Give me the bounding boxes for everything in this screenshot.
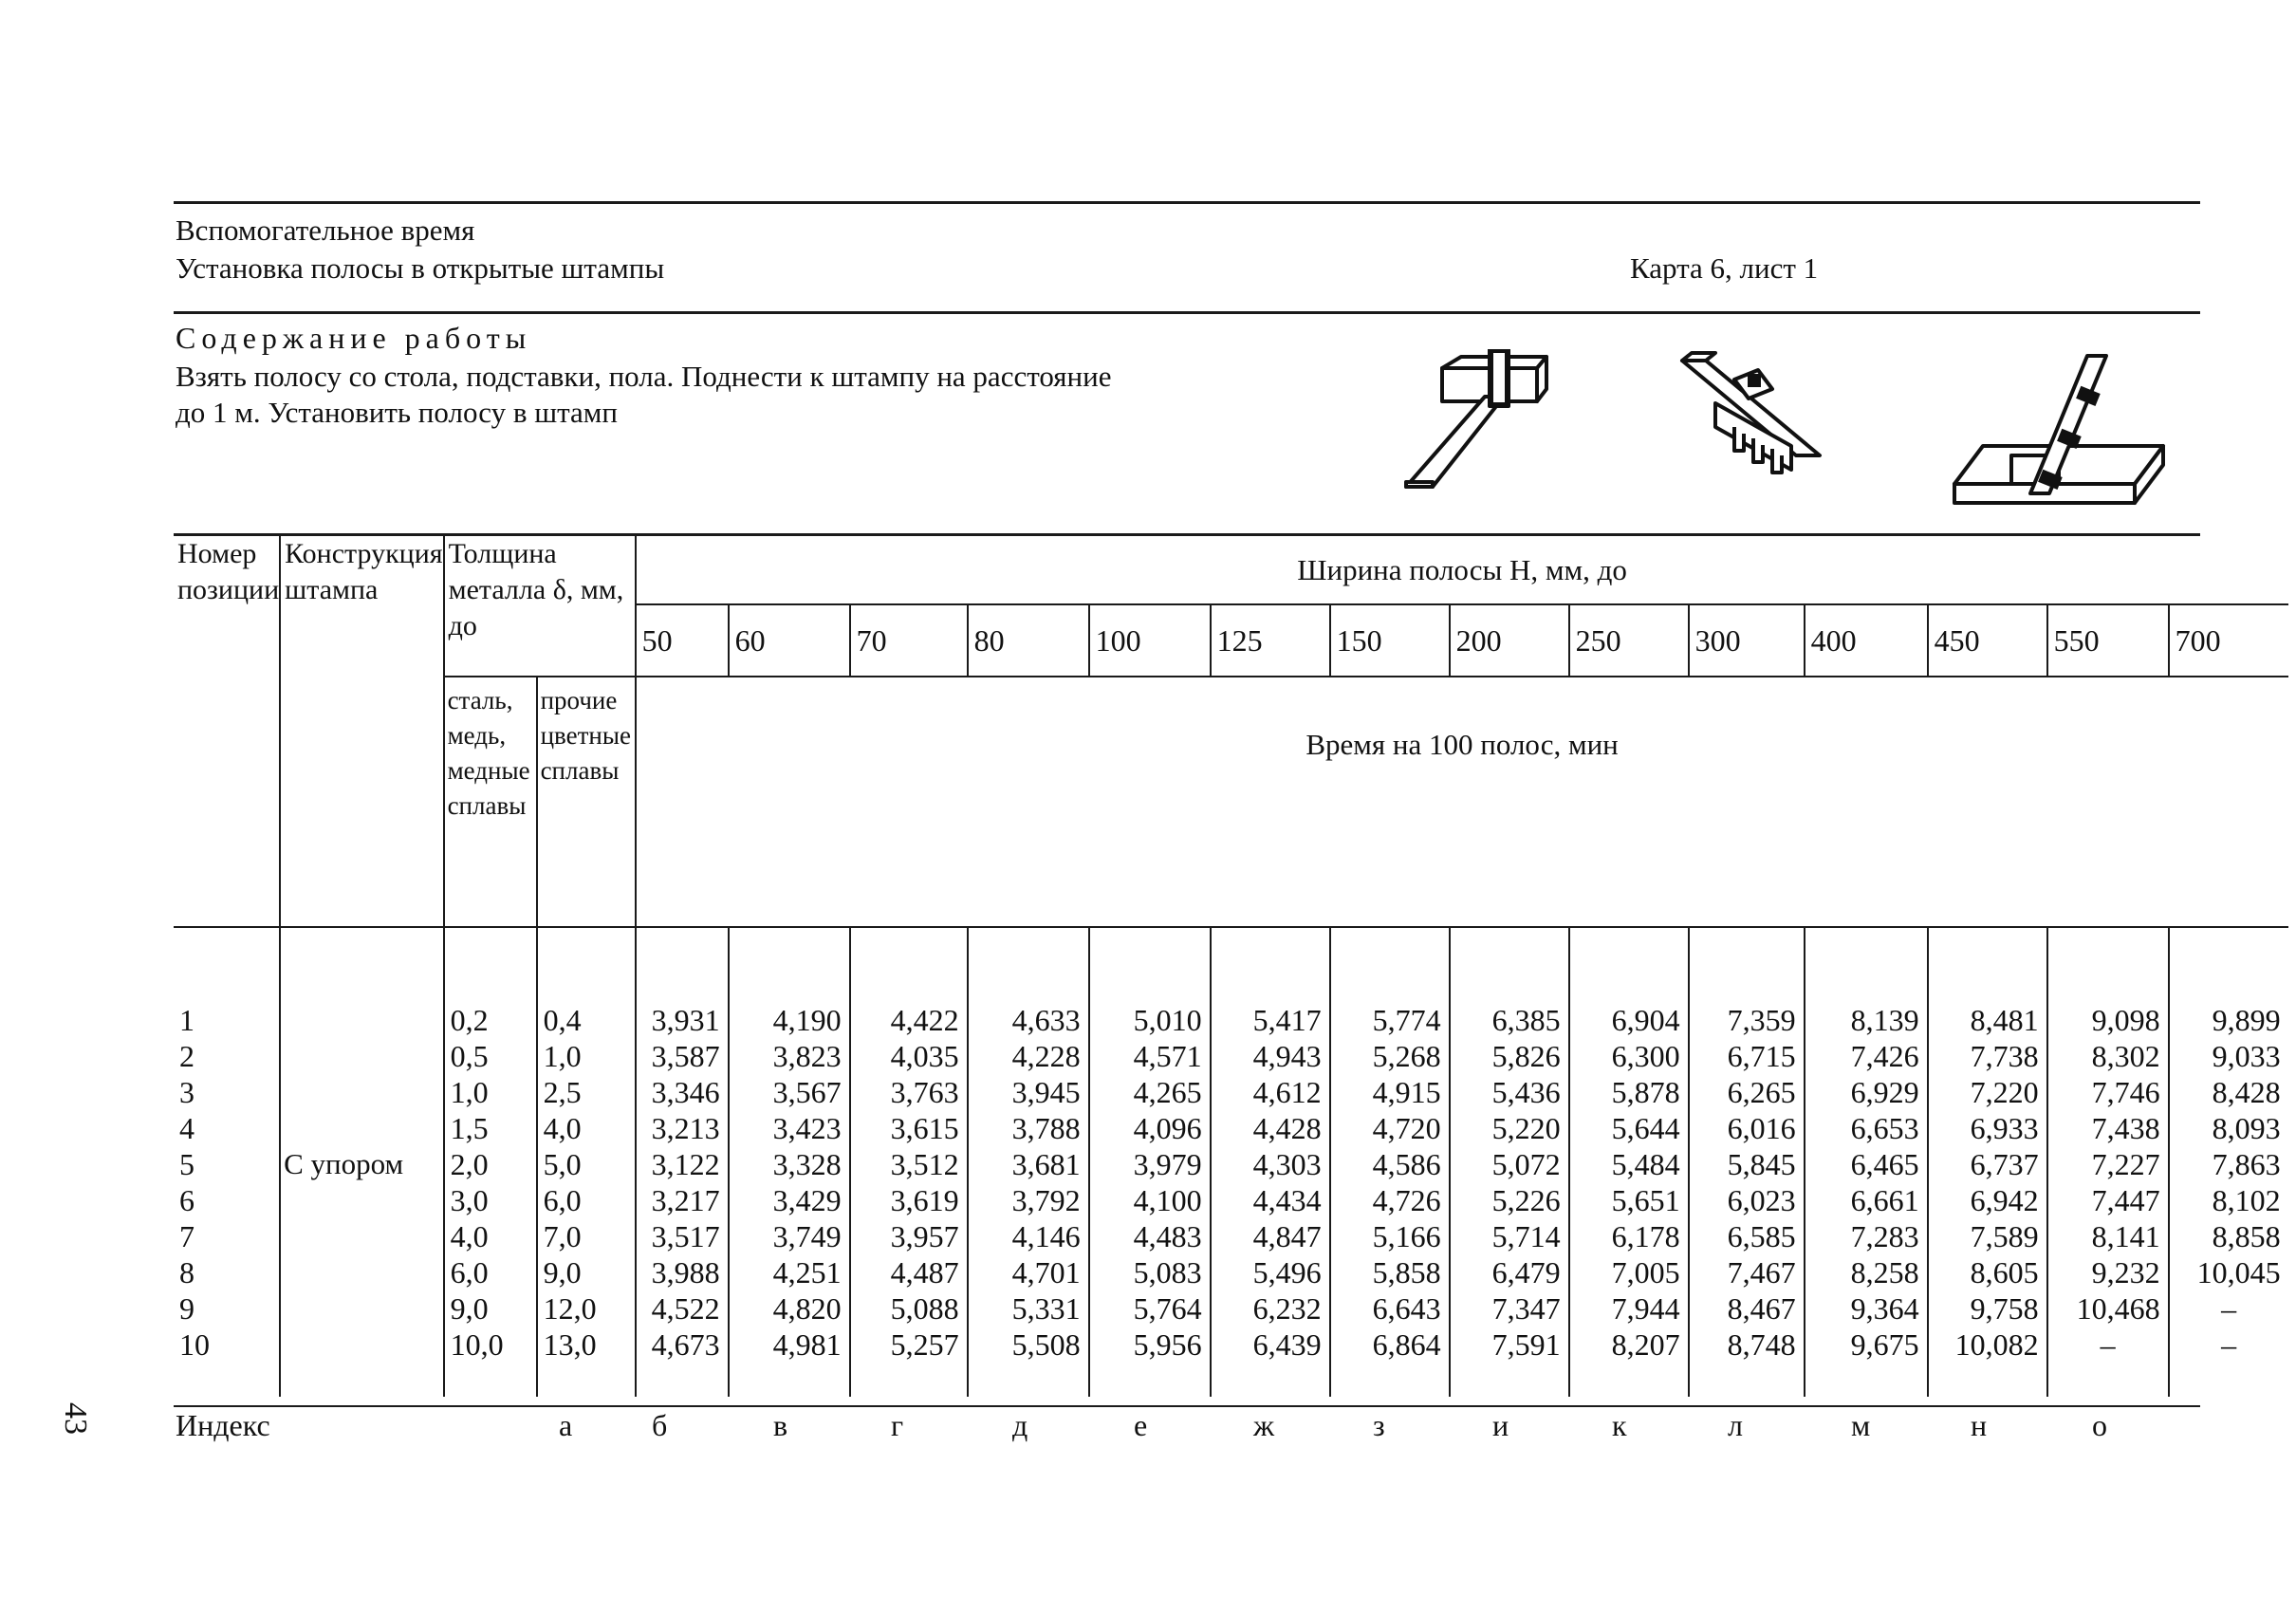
time-value: – <box>2221 1327 2237 1362</box>
other-thickness: 4,0 <box>543 1111 582 1145</box>
width-150: 150 <box>1330 604 1450 677</box>
time-value: 4,228 <box>1011 1039 1081 1073</box>
index-letter: з <box>1373 1408 1385 1442</box>
time-value: 3,217 <box>651 1183 720 1217</box>
time-value: 10,082 <box>1954 1327 2039 1362</box>
time-value: 9,675 <box>1850 1327 1919 1362</box>
time-value: 3,988 <box>651 1255 720 1289</box>
time-value: 3,512 <box>890 1147 959 1181</box>
time-value: 5,651 <box>1611 1183 1680 1217</box>
time-value: 4,612 <box>1252 1075 1322 1109</box>
time-value: 5,826 <box>1491 1039 1561 1073</box>
time-value: 6,300 <box>1611 1039 1680 1073</box>
time-value: 5,714 <box>1491 1219 1561 1253</box>
time-value: 7,438 <box>2091 1111 2160 1145</box>
time-value: 5,268 <box>1372 1039 1441 1073</box>
data-row <box>174 927 2288 1397</box>
index-letter: а <box>559 1408 573 1442</box>
width-700: 700 <box>2169 604 2288 677</box>
time-value: 7,863 <box>2212 1147 2281 1181</box>
time-column-550 <box>2047 927 2169 1397</box>
time-value: 4,943 <box>1252 1039 1322 1073</box>
index-letter: н <box>1971 1408 1988 1442</box>
col-thickness-header: Толщина металла δ, мм, до <box>444 536 636 677</box>
time-value: 5,331 <box>1011 1291 1081 1326</box>
width-550: 550 <box>2047 604 2169 677</box>
index-letter: д <box>1012 1408 1028 1442</box>
time-value: 3,763 <box>890 1075 959 1109</box>
position-number: 3 <box>179 1075 194 1109</box>
time-value: 6,178 <box>1611 1219 1680 1253</box>
time-value: 3,792 <box>1011 1183 1081 1217</box>
time-value: 5,166 <box>1372 1219 1441 1253</box>
time-value: 9,899 <box>2212 1003 2281 1037</box>
time-value: 4,146 <box>1011 1219 1081 1253</box>
other-thickness: 12,0 <box>543 1291 597 1326</box>
time-value: 5,764 <box>1133 1291 1202 1326</box>
work-title: Содержание работы <box>176 321 532 355</box>
header-rule <box>174 311 2200 314</box>
time-value: 6,465 <box>1850 1147 1919 1181</box>
comb-die-icon <box>1677 351 1829 493</box>
time-value: 5,644 <box>1611 1111 1680 1145</box>
time-value: 7,005 <box>1611 1255 1680 1289</box>
time-value: 3,945 <box>1011 1075 1081 1109</box>
time-value: 5,845 <box>1727 1147 1796 1181</box>
time-value: 6,016 <box>1727 1111 1796 1145</box>
width-400: 400 <box>1805 604 1928 677</box>
time-value: 7,944 <box>1611 1291 1680 1326</box>
position-number: 4 <box>179 1111 194 1145</box>
position-number: 9 <box>179 1291 194 1326</box>
time-value: 3,957 <box>890 1219 959 1253</box>
positions-column <box>174 927 280 1397</box>
other-thickness: 5,0 <box>543 1147 582 1181</box>
index-letter: в <box>773 1408 788 1442</box>
time-value: 5,956 <box>1133 1327 1202 1362</box>
work-text-line2: до 1 м. Установить полосу в штамп <box>176 396 618 429</box>
other-thickness: 2,5 <box>543 1075 582 1109</box>
time-value: – <box>2100 1327 2116 1362</box>
index-letter: м <box>1851 1408 1871 1442</box>
col-steel-header: сталь, медь, медные сплавы <box>444 677 537 927</box>
time-column-60 <box>729 927 850 1397</box>
time-value: 7,227 <box>2091 1147 2160 1181</box>
index-letter: л <box>1728 1408 1743 1442</box>
steel-thickness: 2,0 <box>450 1147 489 1181</box>
time-value: 4,428 <box>1252 1111 1322 1145</box>
time-value: 3,567 <box>772 1075 842 1109</box>
col-construction-header: Конструкция штампа <box>280 536 443 927</box>
time-value: 5,072 <box>1491 1147 1561 1181</box>
index-letter: к <box>1612 1408 1627 1442</box>
index-rule <box>174 1405 2200 1407</box>
other-thickness: 9,0 <box>543 1255 582 1289</box>
other-thickness: 13,0 <box>543 1327 597 1362</box>
time-value: 5,436 <box>1491 1075 1561 1109</box>
time-value: 5,088 <box>890 1291 959 1326</box>
steel-thickness: 10,0 <box>450 1327 504 1362</box>
time-value: 9,232 <box>2091 1255 2160 1289</box>
time-value: 3,423 <box>772 1111 842 1145</box>
time-value: 10,468 <box>2076 1291 2160 1326</box>
construction-value: С упором <box>284 1147 404 1180</box>
time-value: 7,283 <box>1850 1219 1919 1253</box>
time-value: 4,726 <box>1372 1183 1441 1217</box>
time-value: 6,929 <box>1850 1075 1919 1109</box>
time-value: 7,359 <box>1727 1003 1796 1037</box>
time-value: 4,434 <box>1252 1183 1322 1217</box>
index-letter: о <box>2092 1408 2107 1442</box>
time-value: 6,715 <box>1727 1039 1796 1073</box>
time-column-400 <box>1805 927 1928 1397</box>
construction-column <box>280 927 443 1397</box>
time-value: 5,858 <box>1372 1255 1441 1289</box>
time-value: 6,479 <box>1491 1255 1561 1289</box>
time-value: 4,673 <box>651 1327 720 1362</box>
time-value: 3,788 <box>1011 1111 1081 1145</box>
position-number: 10 <box>179 1327 210 1362</box>
time-value: 4,251 <box>772 1255 842 1289</box>
time-value: 3,122 <box>651 1147 720 1181</box>
index-label: Индекс <box>176 1408 270 1442</box>
time-value: 7,426 <box>1850 1039 1919 1073</box>
time-value: 8,428 <box>2212 1075 2281 1109</box>
time-value: 4,483 <box>1133 1219 1202 1253</box>
time-value: 3,429 <box>772 1183 842 1217</box>
time-value: 7,447 <box>2091 1183 2160 1217</box>
time-value: 8,139 <box>1850 1003 1919 1037</box>
time-value: 6,942 <box>1970 1183 2039 1217</box>
time-column-50 <box>636 927 729 1397</box>
time-value: 3,619 <box>890 1183 959 1217</box>
time-value: 5,496 <box>1252 1255 1322 1289</box>
steel-thickness: 3,0 <box>450 1183 489 1217</box>
other-thickness: 6,0 <box>543 1183 582 1217</box>
time-column-150 <box>1330 927 1450 1397</box>
time-value: 4,190 <box>772 1003 842 1037</box>
time-value: 3,213 <box>651 1111 720 1145</box>
time-value: 5,878 <box>1611 1075 1680 1109</box>
time-value: 6,737 <box>1970 1147 2039 1181</box>
time-value: 4,035 <box>890 1039 959 1073</box>
time-value: 4,701 <box>1011 1255 1081 1289</box>
time-value: 4,522 <box>651 1291 720 1326</box>
time-column-250 <box>1569 927 1689 1397</box>
time-value: 4,303 <box>1252 1147 1322 1181</box>
time-value: 3,823 <box>772 1039 842 1073</box>
time-column-300 <box>1689 927 1805 1397</box>
steel-thickness: 9,0 <box>450 1291 489 1326</box>
time-value: 8,748 <box>1727 1327 1796 1362</box>
position-number: 8 <box>179 1255 194 1289</box>
width-60: 60 <box>729 604 850 677</box>
time-column-450 <box>1928 927 2047 1397</box>
steel-thickness: 1,0 <box>450 1075 489 1109</box>
time-value: 5,508 <box>1011 1327 1081 1362</box>
steel-thickness: 1,5 <box>450 1111 489 1145</box>
time-value: 8,302 <box>2091 1039 2160 1073</box>
time-value: 8,481 <box>1970 1003 2039 1037</box>
other-column <box>537 927 636 1397</box>
time-value: 9,364 <box>1850 1291 1919 1326</box>
width-50: 50 <box>636 604 729 677</box>
time-value: 6,643 <box>1372 1291 1441 1326</box>
time-value: 6,232 <box>1252 1291 1322 1326</box>
width-70: 70 <box>850 604 968 677</box>
width-300: 300 <box>1689 604 1805 677</box>
time-header: Время на 100 полос, мин <box>636 677 2288 927</box>
time-value: 3,931 <box>651 1003 720 1037</box>
time-value: 3,681 <box>1011 1147 1081 1181</box>
time-value: 4,586 <box>1372 1147 1441 1181</box>
time-value: 6,904 <box>1611 1003 1680 1037</box>
width-250: 250 <box>1569 604 1689 677</box>
time-value: 5,774 <box>1372 1003 1441 1037</box>
work-text-line1: Взять полосу со стола, подставки, пола. Поднести к штампу на расстояние <box>176 360 1112 393</box>
position-number: 5 <box>179 1147 194 1181</box>
page-number: 43 <box>58 1402 93 1435</box>
time-value: 6,661 <box>1850 1183 1919 1217</box>
time-value: 3,517 <box>651 1219 720 1253</box>
index-letter: г <box>891 1408 904 1442</box>
index-letter: е <box>1134 1408 1148 1442</box>
index-letter: б <box>652 1408 668 1442</box>
time-column-125 <box>1211 927 1330 1397</box>
time-value: 10,045 <box>2196 1255 2281 1289</box>
time-value: 4,820 <box>772 1291 842 1326</box>
time-value: 8,141 <box>2091 1219 2160 1253</box>
time-value: – <box>2221 1291 2237 1326</box>
time-value: 6,439 <box>1252 1327 1322 1362</box>
time-column-100 <box>1089 927 1211 1397</box>
time-value: 5,226 <box>1491 1183 1561 1217</box>
time-value: 8,605 <box>1970 1255 2039 1289</box>
time-value: 4,422 <box>890 1003 959 1037</box>
position-number: 1 <box>179 1003 194 1037</box>
time-value: 5,257 <box>890 1327 959 1362</box>
width-80: 80 <box>968 604 1089 677</box>
steel-thickness: 0,2 <box>450 1003 489 1037</box>
other-thickness: 0,4 <box>543 1003 582 1037</box>
time-value: 8,858 <box>2212 1219 2281 1253</box>
time-value: 4,100 <box>1133 1183 1202 1217</box>
card-label: Карта 6, лист 1 <box>1630 251 1819 285</box>
time-value: 3,346 <box>651 1075 720 1109</box>
time-value: 5,484 <box>1611 1147 1680 1181</box>
time-value: 7,220 <box>1970 1075 2039 1109</box>
time-value: 4,571 <box>1133 1039 1202 1073</box>
width-450: 450 <box>1928 604 2047 677</box>
time-column-700 <box>2169 927 2288 1397</box>
time-value: 4,487 <box>890 1255 959 1289</box>
time-value: 3,587 <box>651 1039 720 1073</box>
position-number: 7 <box>179 1219 194 1253</box>
time-value: 4,265 <box>1133 1075 1202 1109</box>
steel-thickness: 6,0 <box>450 1255 489 1289</box>
time-value: 6,864 <box>1372 1327 1441 1362</box>
time-column-70 <box>850 927 968 1397</box>
time-value: 4,096 <box>1133 1111 1202 1145</box>
time-value: 3,328 <box>772 1147 842 1181</box>
time-value: 9,098 <box>2091 1003 2160 1037</box>
time-value: 6,653 <box>1850 1111 1919 1145</box>
time-value: 3,615 <box>890 1111 959 1145</box>
time-value: 8,102 <box>2212 1183 2281 1217</box>
time-value: 6,265 <box>1727 1075 1796 1109</box>
width-125: 125 <box>1211 604 1330 677</box>
steel-thickness: 0,5 <box>450 1039 489 1073</box>
col-position-header: Номер позиции <box>177 538 280 605</box>
time-value: 8,467 <box>1727 1291 1796 1326</box>
time-value: 7,746 <box>2091 1075 2160 1109</box>
time-value: 4,633 <box>1011 1003 1081 1037</box>
other-thickness: 1,0 <box>543 1039 582 1073</box>
time-value: 5,220 <box>1491 1111 1561 1145</box>
time-value: 6,933 <box>1970 1111 2039 1145</box>
time-value: 8,093 <box>2212 1111 2281 1145</box>
time-column-200 <box>1450 927 1569 1397</box>
col-other-header: прочие цветные сплавы <box>537 677 636 927</box>
time-value: 6,385 <box>1491 1003 1561 1037</box>
time-value: 7,591 <box>1491 1327 1561 1362</box>
index-letter: ж <box>1253 1408 1275 1442</box>
time-value: 8,258 <box>1850 1255 1919 1289</box>
time-value: 7,738 <box>1970 1039 2039 1073</box>
header-subtitle: Установка полосы в открытые штампы <box>176 251 665 285</box>
time-value: 6,585 <box>1727 1219 1796 1253</box>
time-value: 4,981 <box>772 1327 842 1362</box>
time-value: 5,083 <box>1133 1255 1202 1289</box>
position-number: 2 <box>179 1039 194 1073</box>
time-table <box>174 536 2288 1397</box>
time-value: 6,023 <box>1727 1183 1796 1217</box>
width-200: 200 <box>1450 604 1569 677</box>
time-value: 3,749 <box>772 1219 842 1253</box>
strip-in-die-icon <box>1395 349 1556 492</box>
time-value: 4,847 <box>1252 1219 1322 1253</box>
time-value: 4,720 <box>1372 1111 1441 1145</box>
steel-thickness: 4,0 <box>450 1219 489 1253</box>
time-value: 4,915 <box>1372 1075 1441 1109</box>
time-value: 7,467 <box>1727 1255 1796 1289</box>
time-value: 5,417 <box>1252 1003 1322 1037</box>
time-value: 7,347 <box>1491 1291 1561 1326</box>
other-thickness: 7,0 <box>543 1219 582 1253</box>
time-column-80 <box>968 927 1089 1397</box>
time-value: 9,033 <box>2212 1039 2281 1073</box>
time-value: 7,589 <box>1970 1219 2039 1253</box>
time-value: 3,979 <box>1133 1147 1202 1181</box>
time-value: 9,758 <box>1970 1291 2039 1326</box>
index-letter: и <box>1492 1408 1509 1442</box>
position-number: 6 <box>179 1183 194 1217</box>
top-rule <box>174 201 2200 204</box>
header-title: Вспомогательное время <box>176 213 475 247</box>
width-header: Ширина полосы H, мм, до <box>636 536 2288 604</box>
width-100: 100 <box>1089 604 1211 677</box>
steel-column <box>444 927 537 1397</box>
strip-on-die-block-icon <box>1945 351 2173 512</box>
time-value: 8,207 <box>1611 1327 1680 1362</box>
time-value: 5,010 <box>1133 1003 1202 1037</box>
